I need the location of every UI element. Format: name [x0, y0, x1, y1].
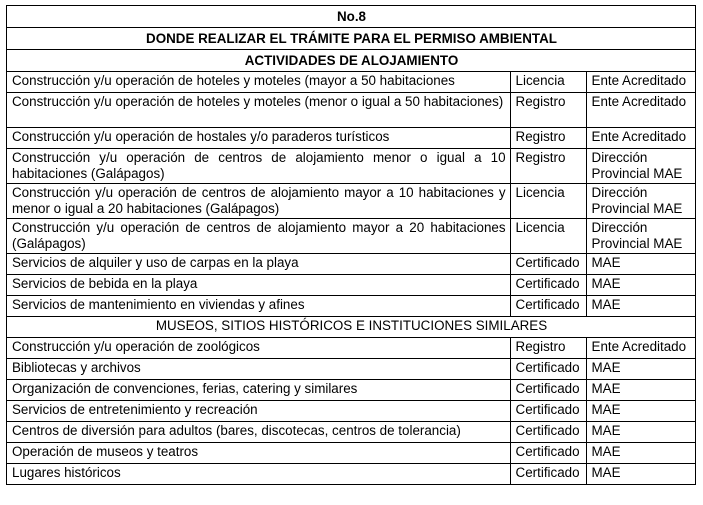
table-number: No.8 — [7, 6, 696, 28]
table-row — [7, 275, 696, 296]
authority-cell: Dirección Provincial MAE — [586, 184, 695, 219]
table-row — [7, 464, 696, 485]
activity-cell: Centros de diversión para adultos (bares, discotecas, centros de tolerancia) — [7, 422, 511, 443]
table-row — [7, 128, 696, 149]
authority-cell: MAE — [586, 380, 695, 401]
table-number-row — [7, 6, 696, 28]
section-heading-row — [7, 317, 696, 338]
authority-cell: MAE — [586, 359, 695, 380]
permit-type-cell: Certificado — [510, 464, 586, 485]
activity-cell: Servicios de alquiler y uso de carpas en la playa — [7, 254, 511, 275]
activity-cell: Construcción y/u operación de centros de alojamiento mayor a 20 habitaciones (Galápagos) — [7, 219, 511, 254]
authority-cell: MAE — [586, 422, 695, 443]
permit-type-cell: Certificado — [510, 254, 586, 275]
activity-cell: Servicios de entretenimiento y recreación — [7, 401, 511, 422]
table-title-row — [7, 28, 696, 50]
table-row — [7, 401, 696, 422]
permit-type-cell: Licencia — [510, 72, 586, 93]
permit-type-cell: Certificado — [510, 275, 586, 296]
authority-cell: Ente Acreditado — [586, 338, 695, 359]
table-row — [7, 443, 696, 464]
table-row — [7, 254, 696, 275]
authority-cell: MAE — [586, 464, 695, 485]
permit-type-cell: Certificado — [510, 296, 586, 317]
permit-type-cell: Certificado — [510, 422, 586, 443]
permit-type-cell: Registro — [510, 93, 586, 128]
activity-cell: Construcción y/u operación de zoológicos — [7, 338, 511, 359]
table-row — [7, 72, 696, 93]
authority-cell: MAE — [586, 443, 695, 464]
authority-cell: Dirección Provincial MAE — [586, 219, 695, 254]
environmental-permit-table — [6, 5, 696, 485]
authority-cell: MAE — [586, 254, 695, 275]
table-title: DONDE REALIZAR EL TRÁMITE PARA EL PERMISO AMBIENTAL — [7, 28, 696, 50]
activity-cell: Construcción y/u operación de centros de alojamiento menor o igual a 10 habitaciones (Galápagos) — [7, 149, 511, 184]
activity-cell: Operación de museos y teatros — [7, 443, 511, 464]
authority-cell: MAE — [586, 275, 695, 296]
permit-type-cell: Certificado — [510, 359, 586, 380]
permit-type-cell: Licencia — [510, 184, 586, 219]
authority-cell: Ente Acreditado — [586, 93, 695, 128]
section-heading-row — [7, 50, 696, 72]
section-heading-museums: MUSEOS, SITIOS HISTÓRICOS E INSTITUCIONES SIMILARES — [7, 317, 696, 338]
permit-type-cell: Certificado — [510, 401, 586, 422]
activity-cell: Construcción y/u operación de centros de alojamiento mayor a 10 habitaciones y menor o igual a 20 habitaciones (Galápagos) — [7, 184, 511, 219]
permit-type-cell: Registro — [510, 128, 586, 149]
activity-cell: Construcción y/u operación de hoteles y moteles (mayor a 50 habitaciones — [7, 72, 511, 93]
table-row — [7, 422, 696, 443]
activity-cell: Lugares históricos — [7, 464, 511, 485]
activity-cell: Servicios de mantenimiento en viviendas y afines — [7, 296, 511, 317]
activity-cell: Bibliotecas y archivos — [7, 359, 511, 380]
permit-type-cell: Certificado — [510, 443, 586, 464]
table-row — [7, 149, 696, 184]
permit-type-cell: Registro — [510, 149, 586, 184]
authority-cell: Dirección Provincial MAE — [586, 149, 695, 184]
table-row — [7, 93, 696, 128]
table-row — [7, 359, 696, 380]
permit-type-cell: Registro — [510, 338, 586, 359]
permit-type-cell: Licencia — [510, 219, 586, 254]
table-row — [7, 296, 696, 317]
authority-cell: MAE — [586, 296, 695, 317]
table-row — [7, 219, 696, 254]
activity-cell: Servicios de bebida en la playa — [7, 275, 511, 296]
table-row — [7, 184, 696, 219]
authority-cell: Ente Acreditado — [586, 128, 695, 149]
table-row — [7, 380, 696, 401]
permit-type-cell: Certificado — [510, 380, 586, 401]
activity-cell: Organización de convenciones, ferias, catering y similares — [7, 380, 511, 401]
activity-cell: Construcción y/u operación de hoteles y moteles (menor o igual a 50 habitaciones) — [7, 93, 511, 128]
table-row — [7, 338, 696, 359]
authority-cell: Ente Acreditado — [586, 72, 695, 93]
section-heading-lodging: ACTIVIDADES DE ALOJAMIENTO — [7, 50, 696, 72]
activity-cell: Construcción y/u operación de hostales y/o paraderos turísticos — [7, 128, 511, 149]
authority-cell: MAE — [586, 401, 695, 422]
